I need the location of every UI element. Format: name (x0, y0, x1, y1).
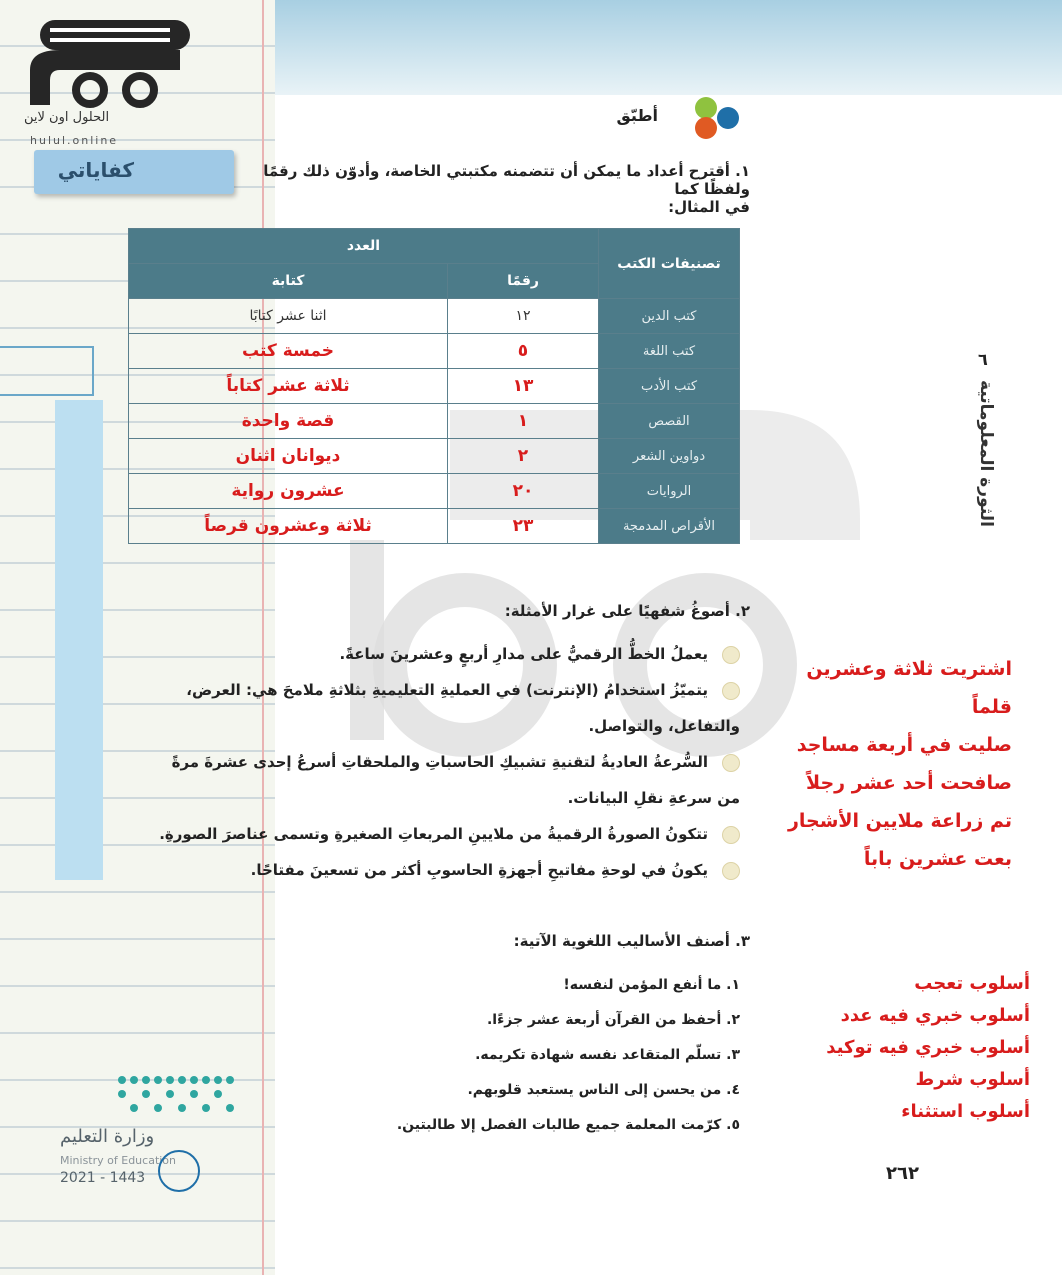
words-cell: عشرون رواية (129, 474, 448, 509)
bullet-icon (722, 754, 740, 772)
list-item: ٣. تسلّم المتقاعد نفسه شهادة تكريمه. (475, 1047, 740, 1063)
section-title: أطبّق (616, 106, 658, 125)
digits-cell: ٢٣ (448, 509, 599, 544)
question-3-answers (760, 968, 1030, 1128)
header-banner (275, 0, 1062, 95)
margin-tab-outline (0, 346, 94, 396)
section-tab-label: كفاياتي (57, 158, 134, 182)
bullet-icon (722, 682, 740, 700)
table-row (129, 404, 740, 439)
category-cell: كتب اللغة (599, 334, 740, 369)
list-item: يتميّزُ استخدامُ (الإنترنت) في العمليةِ التعليميةِ بثلاثةِ ملامحَ هي: العرض، (150, 672, 740, 708)
ring-icon (156, 1148, 202, 1194)
list-item: ٥. كرّمت المعلمة جميع طالبات الفصل إلا طالبتين. (396, 1117, 740, 1133)
words-cell: اثنا عشر كتابًا (129, 299, 448, 334)
answer-line: أسلوب تعجب (914, 973, 1030, 994)
chapter-number: ٦ (978, 350, 988, 369)
words-cell: ديوانان اثنان (129, 439, 448, 474)
question-2-answers (760, 650, 1012, 878)
bullet-icon (722, 862, 740, 880)
list-item: والتفاعل، والتواصل. (588, 717, 740, 735)
bullet-icon (722, 826, 740, 844)
words-cell: خمسة كتب (129, 334, 448, 369)
table-row (129, 439, 740, 474)
list-item: يعملُ الخطُّ الرقميُّ على مدارِ أربعٍ وعشرينَ ساعةً. (150, 636, 740, 672)
ministry-emblem-icon (60, 1070, 250, 1120)
question-2-title: ٢. أصوغُ شفهيًا على غرار الأمثلة: (504, 602, 750, 620)
table-row (129, 299, 740, 334)
books-table (128, 228, 740, 544)
table-row (129, 509, 740, 544)
ministry-logo (60, 1070, 250, 1200)
question-3-title: ٣. أصنف الأساليب اللغوية الآتية: (513, 932, 750, 950)
table-row (129, 334, 740, 369)
logo-english: hulul.online (30, 134, 119, 147)
question-3-list (300, 968, 740, 1143)
answer-line: أسلوب شرط (915, 1069, 1030, 1090)
answer-line: صافحت أحد عشر رجلاً (806, 772, 1012, 794)
digits-cell: ١٢ (448, 299, 599, 334)
header-digits: رقمًا (448, 264, 599, 299)
margin-color-bar (55, 400, 103, 880)
answer-line: أسلوب خبري فيه عدد (840, 1005, 1030, 1026)
list-item: ٤. من يحسن إلى الناس يستعبد قلوبهم. (467, 1082, 740, 1098)
list-item: ١. ما أنفع المؤمن لنفسه! (563, 977, 740, 993)
list-item: ٢. أحفظ من القرآن أربعة عشر جزءًا. (486, 1012, 740, 1028)
section-tab (34, 150, 234, 194)
list-item: تتكونُ الصورةُ الرقميةُ من ملايينِ المربعاتِ الصغيرةِ وتسمى عناصرَ الصورةِ. (150, 816, 740, 852)
logo-arabic: الحلول اون لاين (24, 110, 110, 125)
hulul-logo (10, 10, 210, 150)
digits-cell: ١٣ (448, 369, 599, 404)
header-words: كتابة (129, 264, 448, 299)
answer-line: أسلوب استثناء (901, 1101, 1030, 1122)
words-cell: ثلاثة وعشرون قرصاً (129, 509, 448, 544)
table-row (129, 474, 740, 509)
question-1-line-1: ١. أقترح أعداد ما يمكن أن تتضمنه مكتبتي الخاصة، وأدوّن ذلك رقمًا ولفظًا كما (263, 162, 750, 198)
answer-line: بعت عشرين باباً (863, 848, 1012, 870)
question-1-line-2: في المثال: (668, 198, 750, 216)
category-cell: كتب الدين (599, 299, 740, 334)
ministry-name-en: Ministry of Education (60, 1154, 177, 1167)
digits-cell: ٢ (448, 439, 599, 474)
category-cell: القصص (599, 404, 740, 439)
header-number: العدد (129, 229, 599, 264)
answer-line: اشتريت ثلاثة وعشرين قلماً (806, 658, 1012, 718)
category-cell: كتب الأدب (599, 369, 740, 404)
digits-cell: ١ (448, 404, 599, 439)
category-cell: الأقراص المدمجة (599, 509, 740, 544)
list-item: السُّرعةُ العاديةُ لتقنيةِ تشبيكِ الحاسباتِ والملحقاتِ أسرعُ إحدى عشرةَ مرةً (150, 744, 740, 780)
page-number: ٢٦٢ (886, 1163, 919, 1184)
ministry-name-ar: وزارة التعليم (60, 1126, 155, 1147)
answer-line: تم زراعة ملايين الأشجار (787, 810, 1012, 832)
header-category: تصنيفات الكتب (599, 229, 740, 299)
category-cell: الروايات (599, 474, 740, 509)
words-cell: ثلاثة عشر كتاباً (129, 369, 448, 404)
bullet-icon (722, 646, 740, 664)
section-header (616, 92, 750, 142)
category-cell: دواوين الشعر (599, 439, 740, 474)
list-item: من سرعةِ نقلِ البيانات. (567, 789, 740, 807)
digits-cell: ٥ (448, 334, 599, 369)
digits-cell: ٢٠ (448, 474, 599, 509)
table-row (129, 369, 740, 404)
edition-year: 2021 - 1443 (60, 1170, 146, 1186)
list-item: يكونُ في لوحةِ مفاتيحِ أجهزةِ الحاسوبِ أكثر من تسعينَ مفتاحًا. (150, 852, 740, 888)
answer-line: صليت في أربعة مساجد (796, 734, 1012, 756)
answer-line: أسلوب خبري فيه توكيد (826, 1037, 1030, 1058)
words-cell: قصة واحدة (129, 404, 448, 439)
chapter-title: الثورة المعلوماتية (976, 380, 996, 527)
question-2-list (150, 636, 740, 888)
